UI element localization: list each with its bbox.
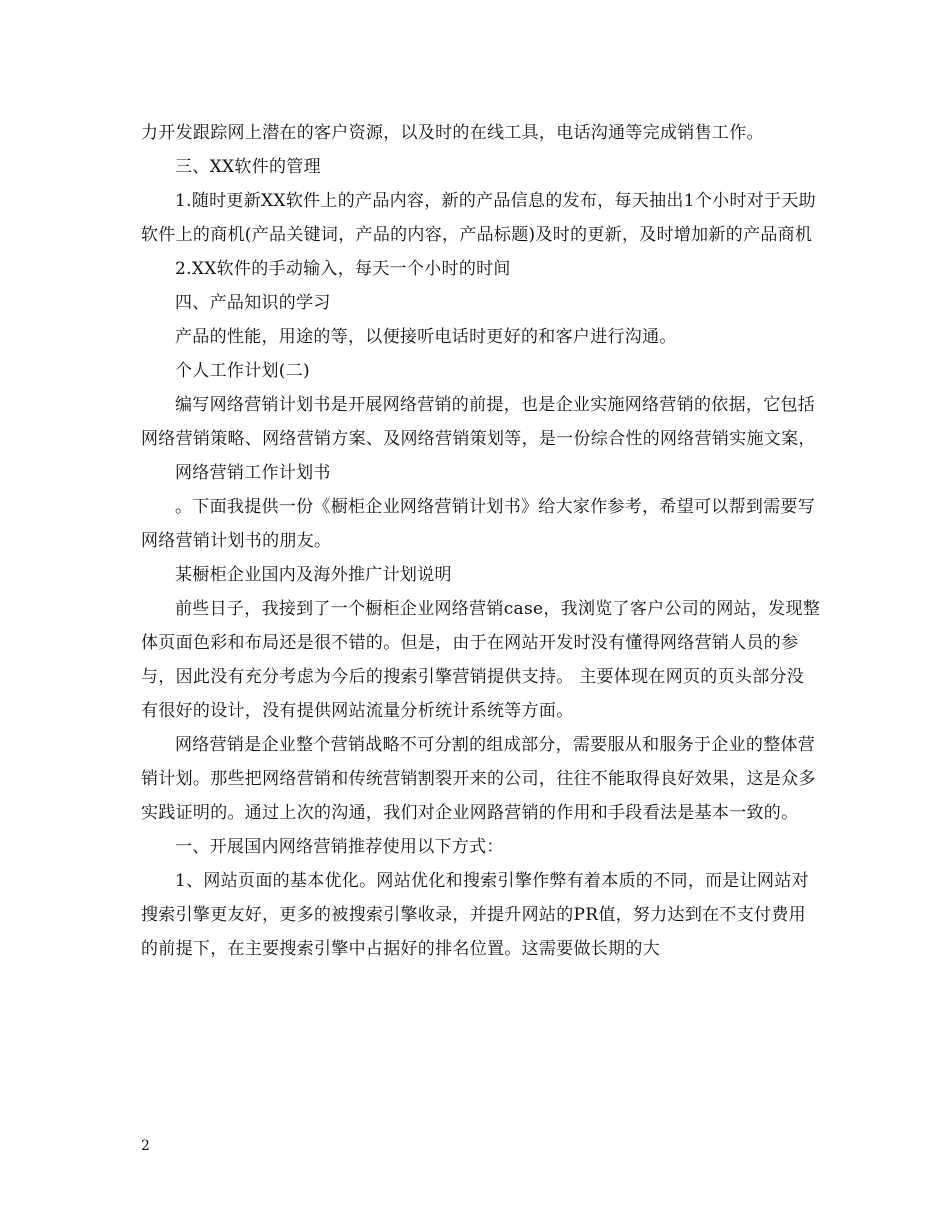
section-heading-plan-two: 个人工作计划(二) [175,361,310,381]
paragraph: 2.XX软件的手动输入，每天一个小时的时间 [175,259,511,279]
section-heading-product-knowledge: 四、产品知识的学习 [175,293,331,313]
section-heading-marketing-plan: 网络营销工作计划书 [175,463,331,483]
paragraph: 编写网络营销计划书是开展网络营销的前提，也是企业实施网络营销的依据，它包括网络营销策略、网络营销方案、及网络营销策划等，是一份综合性的网络营销实施文案， [141,395,816,449]
paragraph: 。下面我提供一份《橱柜企业网络营销计划书》给大家作参考，希望可以帮到需要写网络营销计划书的朋友。 [141,497,816,551]
document-body [141,116,821,966]
section-heading-domestic-marketing: 一、开展国内网络营销推荐使用以下方式： [175,837,504,857]
section-heading-promotion-plan: 某橱柜企业国内及海外推广计划说明 [175,565,452,585]
paragraph: 产品的性能，用途的等，以便接听电话时更好的和客户进行沟通。 [175,327,677,347]
paragraph: 前些日子，我接到了一个橱柜企业网络营销case，我浏览了客户公司的网站，发现整体页面色彩和布局还是很不错的。但是，由于在网站开发时没有懂得网络营销人员的参与，因此没有充分考虑为今后的搜索引擎营销提供支持。 主要体现在网页的页头部分没有很好的设计，没有提供网站流量分析统计系统等方面。 [141,599,821,721]
paragraph: 1.随时更新XX软件上的产品内容，新的产品信息的发布，每天抽出1个小时对于天助软件上的商机(产品关键词，产品的内容，产品标题)及时的更新，及时增加新的产品商机 [141,191,816,245]
paragraph: 网络营销是企业整个营销战略不可分割的组成部分，需要服从和服务于企业的整体营销计划。那些把网络营销和传统营销割裂开来的公司，往往不能取得良好效果，这是众多实践证明的。通过上次的沟通，我们对企业网路营销的作用和手段看法是基本一致的。 [141,735,816,823]
paragraph: 力开发跟踪网上潜在的客户资源，以及时的在线工具，电话沟通等完成销售工作。 [141,123,764,143]
paragraph: 1、网站页面的基本优化。网站优化和搜索引擎作弊有着本质的不同，而是让网站对搜索引擎更友好，更多的被搜索引擎收录，并提升网站的PR值，努力达到在不支付费用的前提下，在主要搜索引擎中占据好的排名位置。这需要做长期的大 [141,871,809,959]
section-heading-xx-software: 三、XX软件的管理 [175,157,321,177]
page-number: 2 [141,1138,150,1154]
